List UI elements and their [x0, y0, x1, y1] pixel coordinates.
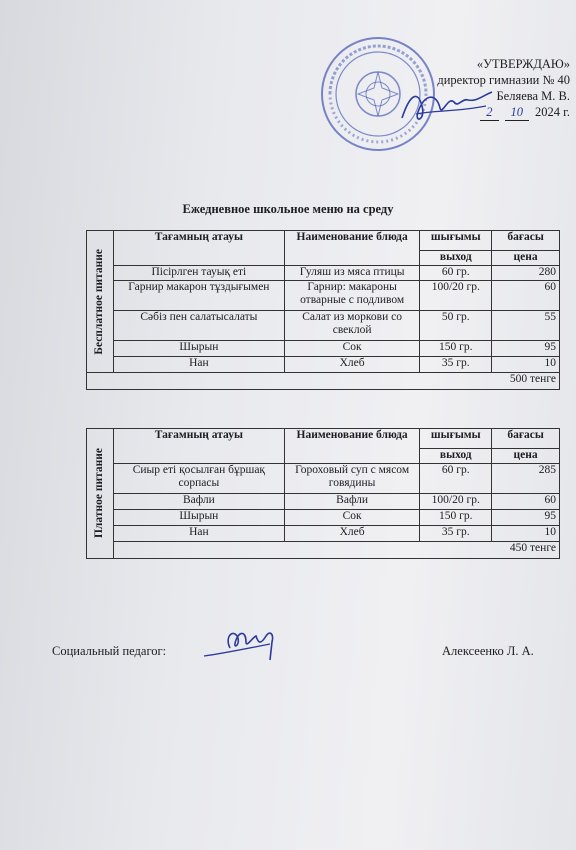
- col-header-yield-kz: шығымы: [420, 231, 492, 251]
- table-row: [87, 266, 560, 281]
- dish-yield: 150 гр.: [420, 341, 492, 357]
- footer-role: Социальный педагог:: [52, 644, 167, 658]
- dish-price: 60: [492, 281, 560, 311]
- paid-total: 450 тенге: [113, 542, 559, 559]
- dish-yield: 150 гр.: [420, 510, 492, 526]
- paid-section-label: Платное питание: [87, 429, 114, 559]
- dish-price: 10: [492, 357, 560, 373]
- dish-kz: Сиыр еті қосылған бұршақ сорпасы: [113, 464, 284, 494]
- dish-kz: Нан: [113, 357, 284, 373]
- table-row: [87, 464, 560, 494]
- col-header-yield-ru: выход: [420, 251, 492, 266]
- dish-ru: Гороховый суп с мясом говядины: [284, 464, 420, 494]
- dish-kz: Пісірлген тауық еті: [113, 266, 284, 281]
- dish-ru: Гарнир: макароны отварные с подливом: [284, 281, 419, 311]
- dish-ru: Вафли: [284, 494, 420, 510]
- dish-yield: 60 гр.: [420, 266, 492, 281]
- dish-price: 10: [492, 526, 560, 542]
- dish-yield: 60 гр.: [420, 464, 492, 494]
- page-title: Ежедневное школьное меню на среду: [182, 202, 394, 216]
- pedagogue-signature: [200, 620, 282, 668]
- dish-ru: Сок: [284, 510, 420, 526]
- col-header-price-kz: бағасы: [492, 429, 560, 449]
- approval-month: 10: [505, 104, 530, 121]
- dish-ru: Сок: [284, 341, 419, 357]
- dish-price: 55: [492, 311, 560, 341]
- table-row: [87, 494, 560, 510]
- dish-yield: 35 гр.: [420, 357, 492, 373]
- paid-menu-table: [86, 428, 560, 559]
- table-row: [87, 526, 560, 542]
- dish-kz: Сәбіз пен салатысалаты: [113, 311, 284, 341]
- table-row: [87, 357, 560, 373]
- table-row: [87, 341, 560, 357]
- dish-ru: Гуляш из мяса птицы: [284, 266, 419, 281]
- approval-day: 2: [480, 104, 498, 121]
- col-header-price-kz: бағасы: [492, 231, 560, 251]
- dish-ru: Хлеб: [284, 357, 419, 373]
- col-header-kz-name: Тағамның атауы: [113, 429, 284, 464]
- col-header-kz-name: Тағамның атауы: [113, 231, 284, 266]
- dish-price: 280: [492, 266, 560, 281]
- dish-kz: Шырын: [113, 341, 284, 357]
- col-header-ru-name: Наименование блюда: [284, 231, 419, 266]
- free-menu-table: [86, 230, 560, 390]
- approval-year: 2024 г.: [535, 105, 570, 119]
- dish-price: 60: [492, 494, 560, 510]
- col-header-yield-kz: шығымы: [420, 429, 492, 449]
- approval-label: «УТВЕРЖДАЮ»: [476, 57, 570, 71]
- dish-yield: 50 гр.: [420, 311, 492, 341]
- approver-name: Беляева М. В.: [496, 89, 570, 103]
- dish-yield: 100/20 гр.: [420, 281, 492, 311]
- col-header-price-ru: цена: [492, 251, 560, 266]
- dish-price: 95: [492, 341, 560, 357]
- approver-position: директор гимназии № 40: [437, 73, 570, 87]
- table-row: [87, 281, 560, 311]
- dish-price: 95: [492, 510, 560, 526]
- dish-kz: Вафли: [113, 494, 284, 510]
- dish-kz: Шырын: [113, 510, 284, 526]
- dish-kz: Нан: [113, 526, 284, 542]
- table-row: [87, 311, 560, 341]
- table-row: [87, 510, 560, 526]
- dish-price: 285: [492, 464, 560, 494]
- free-section-label: Бесплатное питание: [87, 231, 114, 373]
- dish-yield: 100/20 гр.: [420, 494, 492, 510]
- free-total: 500 тенге: [87, 373, 560, 390]
- dish-ru: Хлеб: [284, 526, 420, 542]
- director-signature: [396, 84, 496, 128]
- col-header-yield-ru: выход: [420, 449, 492, 464]
- dish-kz: Гарнир макарон тұздығымен: [113, 281, 284, 311]
- dish-yield: 35 гр.: [420, 526, 492, 542]
- col-header-price-ru: цена: [492, 449, 560, 464]
- col-header-ru-name: Наименование блюда: [284, 429, 420, 464]
- footer-name: Алексеенко Л. А.: [442, 644, 534, 658]
- dish-ru: Салат из моркови со свеклой: [284, 311, 419, 341]
